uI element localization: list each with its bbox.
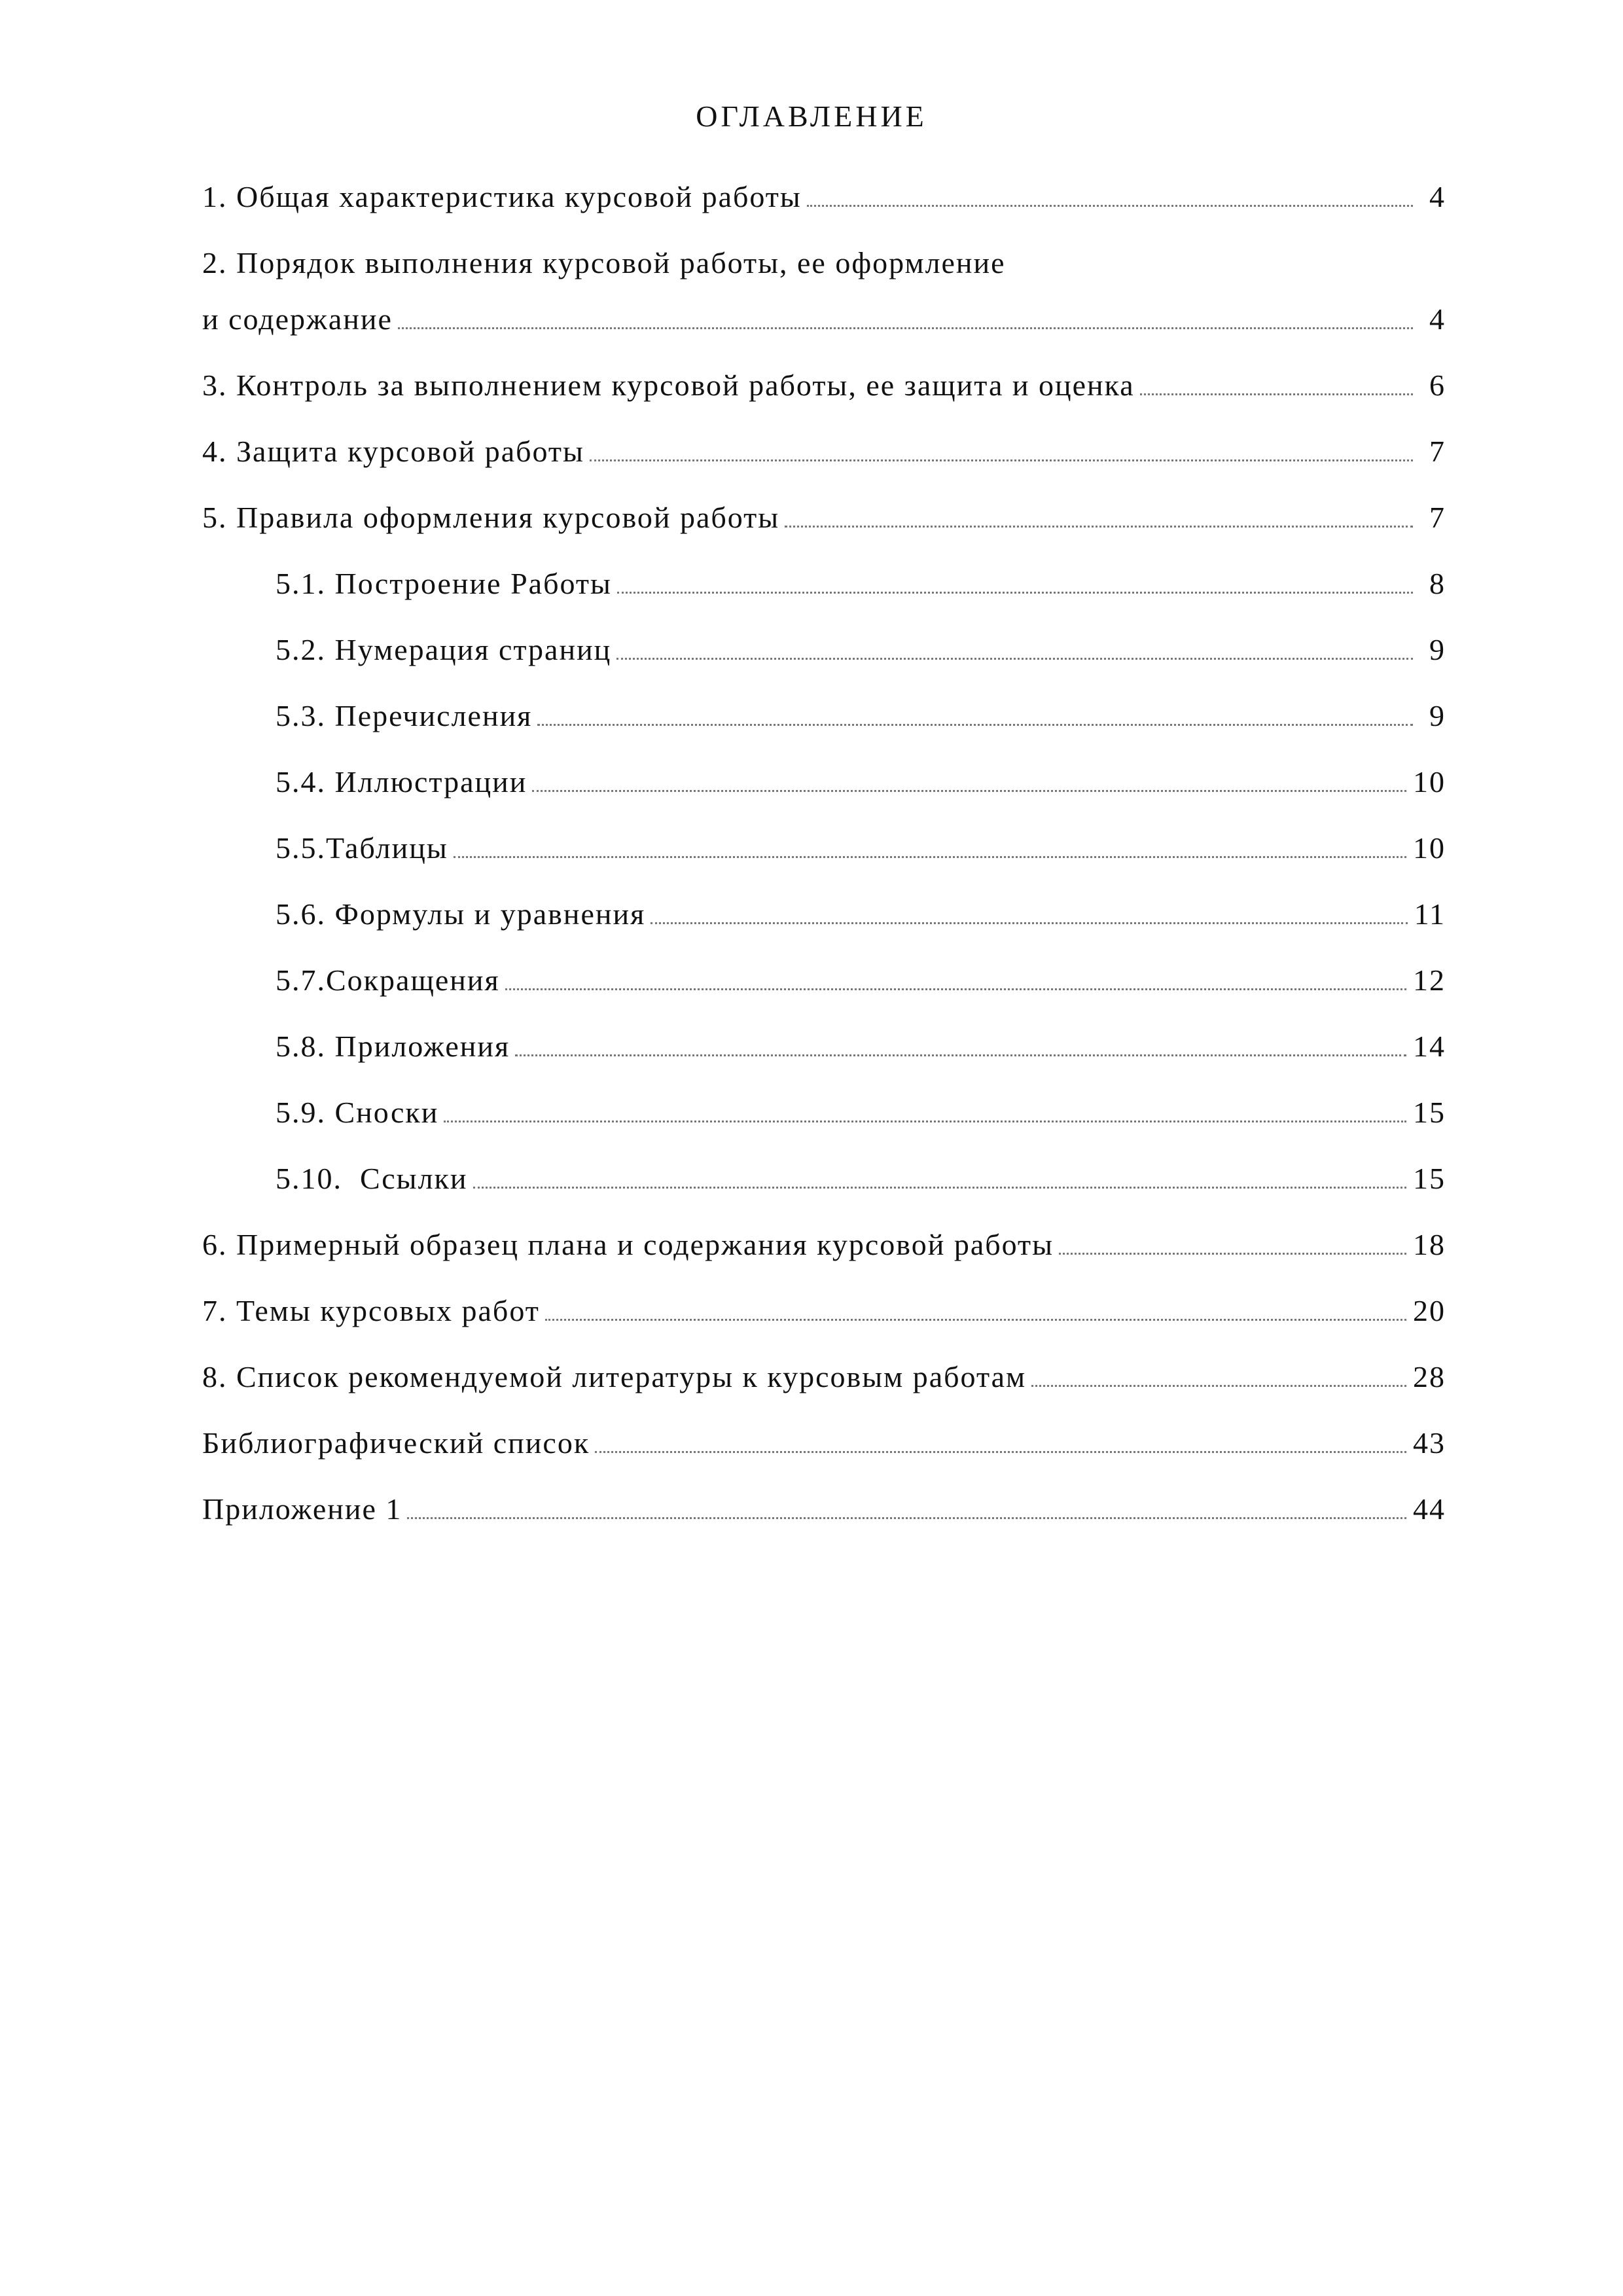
dot-leader <box>407 1516 1406 1519</box>
toc-entry-page-number: 15 <box>1413 1096 1446 1129</box>
toc-entry-5-6[interactable] <box>202 895 1446 933</box>
toc-entry-title: 7. Темы курсовых работ <box>202 1294 540 1327</box>
toc-entry-4[interactable] <box>202 433 1446 471</box>
dot-leader <box>537 723 1413 726</box>
toc-entry-title: 5.5.Таблицы <box>276 831 448 865</box>
dot-leader <box>617 591 1413 594</box>
toc-entry-5-3[interactable] <box>202 697 1446 735</box>
toc-entry-page-number: 10 <box>1413 831 1446 865</box>
dot-leader <box>454 855 1406 858</box>
toc-entry-page-number: 44 <box>1413 1492 1446 1526</box>
toc-entry-page-number: 15 <box>1413 1162 1446 1195</box>
dot-leader <box>590 459 1413 461</box>
toc-entry-8[interactable] <box>202 1358 1446 1396</box>
toc-entry-title: Приложение 1 <box>202 1492 402 1526</box>
toc-entry-title: 3. Контроль за выполнением курсовой работы, ее защита и оценка <box>202 368 1135 402</box>
toc-entry-title: 5.7.Сокращения <box>276 963 500 997</box>
toc-entry-bibliography[interactable] <box>202 1424 1446 1462</box>
toc-entry-5-1[interactable] <box>202 565 1446 603</box>
toc-entry-5-7[interactable] <box>202 961 1446 999</box>
toc-entry-title: 1. Общая характеристика курсовой работы <box>202 180 802 213</box>
toc-entry-5-9[interactable] <box>202 1094 1446 1132</box>
toc-entry-page-number: 18 <box>1413 1228 1446 1261</box>
page-title: ОГЛАВЛЕНИЕ <box>696 99 927 133</box>
toc-entry-page-number: 4 <box>1429 180 1446 213</box>
toc-entry-page-number: 20 <box>1413 1294 1446 1327</box>
dot-leader <box>1140 393 1413 395</box>
dot-leader <box>515 1054 1406 1056</box>
toc-entry-5-5[interactable] <box>202 829 1446 867</box>
toc-entry-page-number: 9 <box>1429 699 1446 732</box>
toc-entry-page-number: 43 <box>1413 1426 1446 1460</box>
dot-leader <box>1031 1384 1406 1387</box>
toc-entry-7[interactable] <box>202 1292 1446 1330</box>
toc-entry-3[interactable] <box>202 367 1446 404</box>
dot-leader <box>473 1186 1407 1189</box>
dot-leader <box>444 1120 1406 1122</box>
toc-entry-page-number: 9 <box>1429 633 1446 666</box>
toc-entry-page-number: 7 <box>1429 501 1446 534</box>
dot-leader <box>595 1450 1406 1453</box>
dot-leader <box>505 988 1406 990</box>
toc-entry-5[interactable] <box>202 499 1446 537</box>
dot-leader <box>785 525 1413 528</box>
toc-entry-title: 5.4. Иллюстрации <box>276 765 527 798</box>
toc-entry-title: 5. Правила оформления курсовой работы <box>202 501 780 534</box>
toc-entry-title: 4. Защита курсовой работы <box>202 435 584 468</box>
toc-entry-5-2[interactable] <box>202 631 1446 669</box>
toc-entry-title: 6. Примерный образец плана и содержания курсовой работы <box>202 1228 1054 1261</box>
toc-entry-page-number: 6 <box>1429 368 1446 402</box>
dot-leader <box>532 789 1406 792</box>
toc-entry-page-number: 8 <box>1429 567 1446 600</box>
toc-entry-title: 5.8. Приложения <box>276 1030 510 1063</box>
toc-entry-page-number: 12 <box>1413 963 1446 997</box>
toc-entry-page-number: 11 <box>1414 897 1446 931</box>
toc-entry-title-line1: 2. Порядок выполнения курсовой работы, ее оформление <box>202 246 1006 279</box>
dot-leader <box>1059 1252 1406 1255</box>
toc-entry-title: 5.10. Ссылки <box>276 1162 468 1195</box>
toc-entry-title: 5.6. Формулы и уравнения <box>276 897 646 931</box>
toc-entry-page-number: 10 <box>1413 765 1446 798</box>
toc-entry-title: 8. Список рекомендуемой литературы к курсовым работам <box>202 1360 1027 1393</box>
toc-entry-page-number: 7 <box>1429 435 1446 468</box>
dot-leader <box>807 204 1413 207</box>
dot-leader <box>545 1318 1406 1321</box>
toc-entry-1[interactable] <box>202 178 1446 216</box>
dot-leader <box>398 327 1413 329</box>
toc-entry-title: 5.3. Перечисления <box>276 699 533 732</box>
toc-entry-appendix-1[interactable] <box>202 1490 1446 1528</box>
toc-entry-page-number: 4 <box>1429 302 1446 336</box>
toc-entry-5-4[interactable] <box>202 763 1446 801</box>
toc-entry-page-number: 28 <box>1413 1360 1446 1393</box>
toc-entry-title: 5.2. Нумерация страниц <box>276 633 612 666</box>
toc-entry-title: 5.9. Сноски <box>276 1096 439 1129</box>
toc-entry-page-number: 14 <box>1413 1030 1446 1063</box>
toc-entry-6[interactable] <box>202 1226 1446 1264</box>
dot-leader <box>616 657 1413 660</box>
toc-entry-2[interactable] <box>202 244 1446 338</box>
toc-entry-title: и содержание <box>202 302 393 336</box>
toc-entry-title: Библиографический список <box>202 1426 590 1460</box>
dot-leader <box>651 922 1407 924</box>
toc-entry-title: 5.1. Построение Работы <box>276 567 612 600</box>
toc-entry-5-8[interactable] <box>202 1028 1446 1066</box>
table-of-contents <box>202 178 1446 1556</box>
toc-entry-5-10[interactable] <box>202 1160 1446 1198</box>
